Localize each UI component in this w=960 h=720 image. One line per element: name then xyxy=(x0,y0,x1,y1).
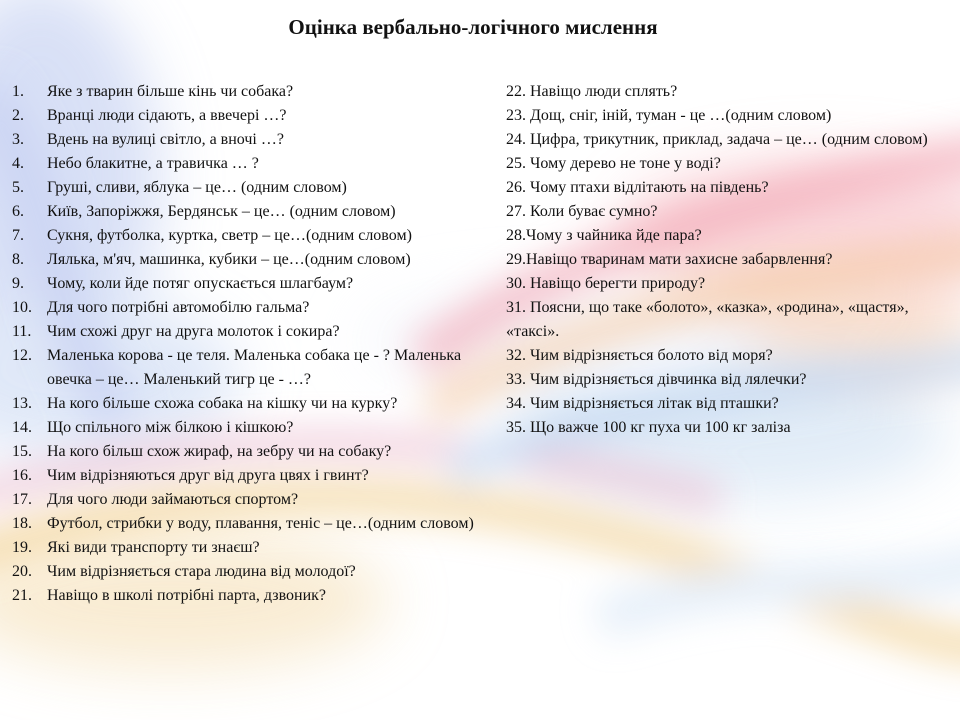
list-item xyxy=(12,416,494,440)
list-item xyxy=(12,440,494,464)
item-text: На кого більш схож жираф, на зебру чи на собаку? xyxy=(47,443,392,460)
item-number: 4. xyxy=(12,155,24,172)
list-item xyxy=(12,80,494,104)
item-text: Футбол, стрибки у воду, плавання, теніс – це…(одним словом) xyxy=(47,515,474,532)
item-text: Небо блакитне, а травичка … ? xyxy=(47,155,259,172)
list-item: 29.Навіщо тваринам мати захисне забарвлення? xyxy=(506,251,833,268)
list-item: 30. Навіщо берегти природу? xyxy=(506,275,706,292)
item-text: Чим відрізняється стара людина від молодої? xyxy=(47,563,356,580)
item-text: Вранці люди сідають, а ввечері …? xyxy=(47,107,287,124)
list-item: 25. Чому дерево не тоне у воді? xyxy=(506,155,721,172)
item-text: Чим відрізняються друг від друга цвях і гвинт? xyxy=(47,467,369,484)
list-item xyxy=(12,176,494,200)
item-text: Груші, сливи, яблука – це… (одним словом) xyxy=(47,179,347,196)
item-number: 5. xyxy=(12,179,24,196)
item-text: Сукня, футболка, куртка, светр – це…(одним словом) xyxy=(47,227,412,244)
list-item: 23. Дощ, сніг, іній, туман - це …(одним словом) xyxy=(506,107,832,124)
item-number: 12. xyxy=(12,347,32,364)
item-text: Київ, Запоріжжя, Бердянськ – це… (одним словом) xyxy=(47,203,396,220)
item-text: Чому, коли йде потяг опускається шлагбаум? xyxy=(47,275,354,292)
list-item xyxy=(12,560,494,584)
item-text: Лялька, м'яч, машинка, кубики – це…(одним словом) xyxy=(47,251,411,268)
item-text: Маленька корова - це теля. Маленька собака це - ? Маленька овечка – це… Маленький тигр це - …? xyxy=(47,347,462,388)
item-text: Для чого потрібні автомобілю гальма? xyxy=(47,299,310,316)
item-number: 17. xyxy=(12,491,32,508)
item-number: 20. xyxy=(12,563,32,580)
item-number: 13. xyxy=(12,395,32,412)
list-item xyxy=(12,320,494,344)
list-item: 33. Чим відрізняється дівчинка від лялечки? xyxy=(506,371,807,388)
item-number: 21. xyxy=(12,587,32,604)
list-item: 27. Коли буває сумно? xyxy=(506,203,658,220)
list-item xyxy=(12,512,494,536)
item-text: Навіщо в школі потрібні парта, дзвоник? xyxy=(47,587,327,604)
list-item: 32. Чим відрізняється болото від моря? xyxy=(506,347,773,364)
list-item: 28.Чому з чайника йде пара? xyxy=(506,227,702,244)
item-number: 19. xyxy=(12,539,32,556)
list-item xyxy=(12,272,494,296)
list-item: 31. Поясни, що таке «болото», «казка», «родина», «щастя», «таксі». xyxy=(506,299,909,340)
list-item xyxy=(12,584,494,608)
item-number: 14. xyxy=(12,419,32,436)
questions-list-left xyxy=(12,80,494,608)
list-item xyxy=(12,200,494,224)
item-number: 8. xyxy=(12,251,24,268)
item-number: 10. xyxy=(12,299,32,316)
item-number: 7. xyxy=(12,227,24,244)
item-text: Що спільного між білкою і кішкою? xyxy=(47,419,294,436)
list-item: 24. Цифра, трикутник, приклад, задача – це… (одним словом) xyxy=(506,131,928,148)
item-text: Які види транспорту ти знаєш? xyxy=(47,539,260,556)
item-text: Яке з тварин більше кінь чи собака? xyxy=(47,83,294,100)
item-number: 3. xyxy=(12,131,24,148)
list-item xyxy=(12,392,494,416)
item-number: 1. xyxy=(12,83,24,100)
page-title: Оцінка вербально-логічного мислення xyxy=(288,15,658,39)
item-text: Вдень на вулиці світло, а вночі …? xyxy=(47,131,284,148)
list-item xyxy=(12,224,494,248)
list-item xyxy=(12,128,494,152)
item-number: 15. xyxy=(12,443,32,460)
list-item xyxy=(12,344,494,392)
list-item: 34. Чим відрізняється літак від пташки? xyxy=(506,395,779,412)
item-number: 16. xyxy=(12,467,32,484)
list-item xyxy=(12,464,494,488)
item-number: 6. xyxy=(12,203,24,220)
questions-list-right xyxy=(506,80,936,440)
item-text: Чим схожі друг на друга молоток і сокира? xyxy=(47,323,340,340)
item-number: 11. xyxy=(12,323,32,340)
list-item xyxy=(12,152,494,176)
list-item: 35. Що важче 100 кг пуха чи 100 кг заліза xyxy=(506,419,791,436)
item-number: 18. xyxy=(12,515,32,532)
list-item xyxy=(12,488,494,512)
item-number: 2. xyxy=(12,107,24,124)
list-item: 26. Чому птахи відлітають на південь? xyxy=(506,179,769,196)
list-item xyxy=(12,104,494,128)
list-item: 22. Навіщо люди сплять? xyxy=(506,83,678,100)
item-text: На кого більше схожа собака на кішку чи на курку? xyxy=(47,395,398,412)
list-item xyxy=(12,248,494,272)
list-item xyxy=(12,296,494,320)
list-item xyxy=(12,536,494,560)
item-text: Для чого люди займаються спортом? xyxy=(47,491,299,508)
item-number: 9. xyxy=(12,275,24,292)
